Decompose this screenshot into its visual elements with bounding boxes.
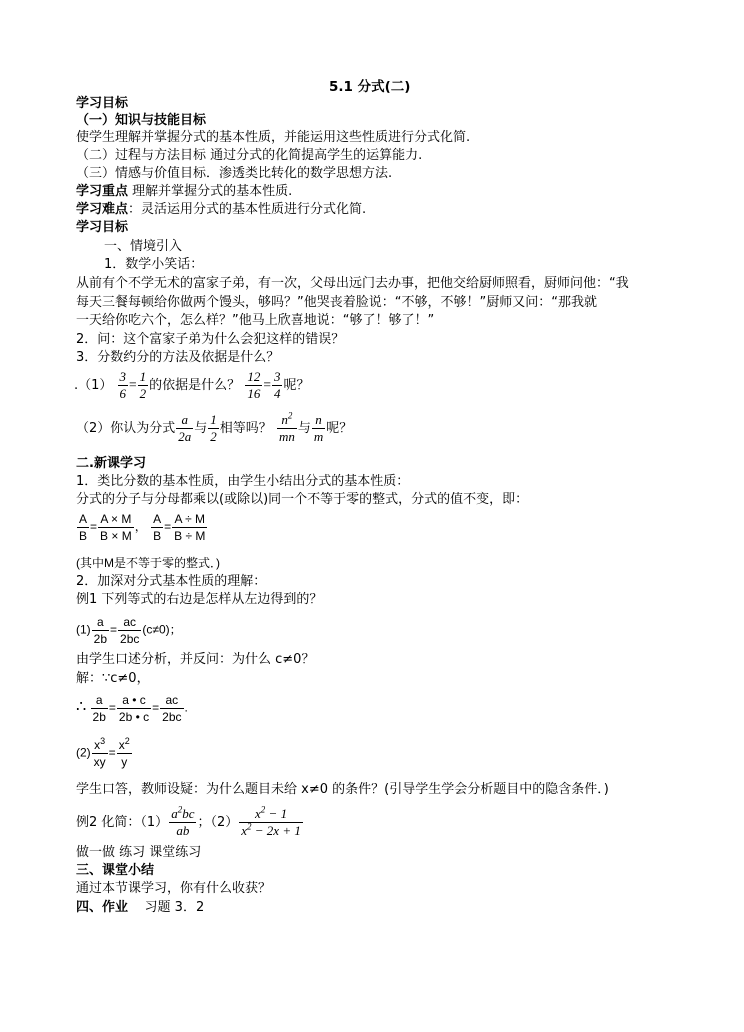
property-formula: $\frac{A}{B}$ = $\frac{A \times M}{B \times M}$ ， $\frac{A}{B}$ = $\frac{A \div M}{B \div M}$ — [79, 512, 206, 543]
goal1-heading: （一）知识与技能目标 — [76, 113, 207, 128]
key-label: 学习重点 — [76, 184, 129, 199]
example1-solution: 解：∵c≠0， — [76, 671, 150, 686]
example1-derivation: ∴ $\frac{a}{2b}$ = $\frac{a • c}{2b • c}$ = $\frac{ac}{2bc}$ . — [76, 693, 188, 724]
example1-ask: 由学生口述分析，并反问：为什么 c≠0？ — [76, 652, 315, 667]
example1-heading: 例1 下列等式的右边是怎样从左边得到的？ — [76, 592, 323, 607]
section4-heading: 四、作业 — [76, 900, 129, 915]
section2-rule: 分式的分子与分母都乘以(或除以)同一个不等于零的整式，分式的值不变，即： — [76, 492, 529, 507]
section1-heading: 一、情境引入 — [104, 239, 183, 254]
q3a-mid: 的依据是什么？ — [149, 378, 241, 393]
story-line-3: 一天给你吃六个，怎么样？”他马上欣喜地说：“够了！够了！” — [76, 313, 435, 328]
q3a-end: 呢？ — [283, 378, 310, 393]
story-line-1: 从前有个不学无术的富家子弟，有一次，父母出远门去办事，把他交给厨师照看，厨师问他：“我 — [76, 276, 629, 291]
fraction-1-2b: $\frac{1}{2}$ — [210, 412, 217, 444]
section4 — [76, 900, 204, 916]
section1-item1: 1．数学小笑话： — [104, 257, 204, 272]
q3b-prefix: （2）你认为分式 — [76, 421, 176, 436]
difficulty-label: 学习难点 — [76, 202, 129, 217]
fraction-n-m: $\frac{n}{m}$ — [313, 412, 324, 444]
section3-text: 通过本节课学习，你有什么收获？ — [76, 881, 272, 896]
q3a-prefix: .（1） — [74, 378, 113, 393]
fraction-12-16: $\frac{12}{16}$ — [247, 369, 261, 401]
difficulty — [76, 202, 366, 218]
section2-item2: 2．加深对分式基本性质的理解： — [76, 574, 267, 589]
section4-text: 习题 3．2 — [144, 900, 205, 915]
heading-goals-2: 学习目标 — [76, 220, 129, 235]
difficulty-text: ：灵活运用分式的基本性质进行分式化简. — [128, 202, 367, 217]
goal1-text: 使学生理解并掌握分式的基本性质，并能运用这些性质进行分式化简. — [76, 130, 471, 145]
section3-heading: 三、课堂小结 — [76, 863, 155, 878]
fraction-3-4: $\frac{3}{4}$ — [273, 369, 281, 401]
fraction-1-2: $\frac{1}{2}$ — [139, 369, 147, 401]
example1-answer: 学生口答，教师设疑：为什么题目未给 x≠0 的条件？(引导学生学会分析题目中的隐含条件．) — [76, 782, 609, 797]
key-text: 理解并掌握分式的基本性质. — [128, 184, 293, 199]
section2-note: (其中M是不等于零的整式．) — [76, 556, 220, 570]
story-line-2: 每天三餐每顿给你做两个馒头，够吗？”他哭丧着脸说：“不够，不够！”厨师又问：“那我就 — [76, 295, 597, 310]
fraction-3-6: $\frac{3}{6}$ — [119, 369, 127, 401]
example1-part1: (1) $\frac{a}{2b}$ = $\frac{ac}{2bc}$ (c≠0)； — [76, 615, 182, 646]
question-3a: .（1） $\frac{3}{6}$ = $\frac{1}{2}$ 的依据是什么？ $\frac{12}{16}$ = $\frac{3}{4}$ 呢？ — [74, 369, 310, 401]
example1-part2: (2) $\frac{x^3}{xy}$ = $\frac{x^2}{y}$ — [76, 736, 130, 769]
heading-goals: 学习目标 — [76, 96, 129, 111]
question-2: 2．问：这个富家子弟为什么会犯这样的错误？ — [76, 332, 345, 347]
practice: 做一做 练习 课堂练习 — [76, 845, 202, 860]
page-title: 5.1 分式(二) — [329, 79, 411, 95]
goal2-text: （二）过程与方法目标 通过分式的化简提高学生的运算能力. — [76, 148, 423, 163]
fraction-n2-mn: $\frac{n^2}{mn}$ — [278, 410, 295, 444]
section2-item1: 1．类比分数的基本性质，由学生小结出分式的基本性质： — [76, 474, 410, 489]
example2: 例2 化简：（1） $\frac{a^2bc}{ab}$ ；（2） $\frac{x^2 - 1}{x^2 - 2x + 1}$ — [76, 804, 301, 838]
question-3b: （2）你认为分式 $\frac{a}{2a}$ 与 $\frac{1}{2}$ 相等吗？ $\frac{n^2}{mn}$ 与 $\frac{n}{m}$ 呢？ — [76, 410, 353, 444]
goal3-text: （三）情感与价值目标．渗透类比转化的数学思想方法. — [76, 166, 393, 181]
fraction-a-2a: $\frac{a}{2a}$ — [178, 412, 192, 444]
section2-heading: 二.新课学习 — [76, 456, 146, 471]
question-3: 3．分数约分的方法及依据是什么？ — [76, 350, 280, 365]
key-point — [76, 184, 292, 200]
